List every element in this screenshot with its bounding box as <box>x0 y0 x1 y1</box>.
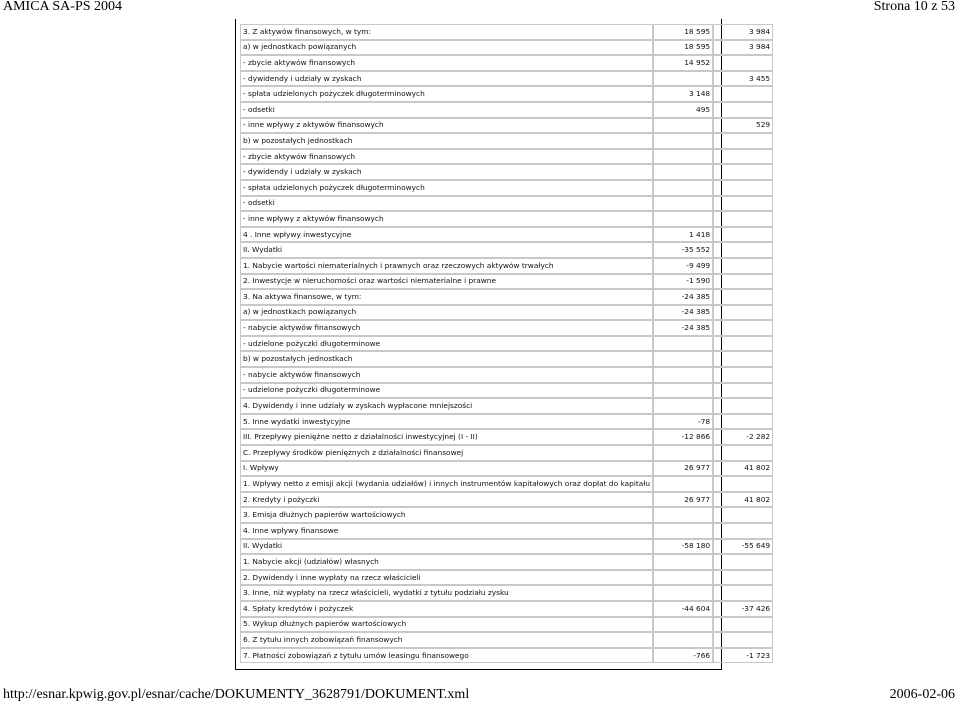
table-row <box>240 648 773 664</box>
table-row <box>240 86 773 102</box>
table-row <box>240 414 773 430</box>
row-value-previous: 41 802 <box>713 461 773 477</box>
row-label: I. Wpływy <box>240 461 653 477</box>
row-label: 6. Z tytułu innych zobowiązań finansowych <box>240 632 653 648</box>
row-value-current: 18 595 <box>653 24 713 40</box>
row-value-previous <box>713 554 773 570</box>
row-value-current: -44 604 <box>653 601 713 617</box>
row-value-current: 26 977 <box>653 461 713 477</box>
table-row <box>240 398 773 414</box>
row-value-previous: -2 282 <box>713 429 773 445</box>
table-row <box>240 492 773 508</box>
row-label: 1. Nabycie akcji (udziałów) własnych <box>240 554 653 570</box>
row-label: 3. Inne, niż wypłaty na rzecz właścicieli, wydatki z tytułu podziału zysku <box>240 585 653 601</box>
table-body <box>240 24 773 663</box>
row-value-previous <box>713 305 773 321</box>
row-value-current <box>653 196 713 212</box>
row-label: II. Wydatki <box>240 539 653 555</box>
row-label: II. Wydatki <box>240 242 653 258</box>
page-counter: Strona 10 z 53 <box>873 0 955 14</box>
table-row <box>240 351 773 367</box>
row-value-previous <box>713 55 773 71</box>
table-row <box>240 632 773 648</box>
row-value-previous <box>713 180 773 196</box>
row-label: - odsetki <box>240 102 653 118</box>
table-row <box>240 476 773 492</box>
row-label: 2. Kredyty i pożyczki <box>240 492 653 508</box>
row-label: - dywidendy i udziały w zyskach <box>240 71 653 87</box>
row-label: - zbycie aktywów finansowych <box>240 55 653 71</box>
table-row <box>240 164 773 180</box>
table-row <box>240 40 773 56</box>
row-value-current <box>653 367 713 383</box>
row-label: C. Przepływy środków pieniężnych z działalności finansowej <box>240 445 653 461</box>
row-value-current: 1 418 <box>653 227 713 243</box>
row-label: 4. Spłaty kredytów i pożyczek <box>240 601 653 617</box>
table-row <box>240 274 773 290</box>
cash-flow-table <box>240 24 773 663</box>
row-value-current <box>653 133 713 149</box>
row-value-previous <box>713 258 773 274</box>
row-value-previous: 3 455 <box>713 71 773 87</box>
row-value-previous: 3 984 <box>713 24 773 40</box>
row-value-previous <box>713 632 773 648</box>
row-value-current <box>653 180 713 196</box>
table-row <box>240 429 773 445</box>
table-row <box>240 227 773 243</box>
row-value-previous <box>713 507 773 523</box>
row-label: 4 . Inne wpływy inwestycyjne <box>240 227 653 243</box>
row-label: 1. Nabycie wartości niematerialnych i prawnych oraz rzeczowych aktywów trwałych <box>240 258 653 274</box>
row-label: 3. Z aktywów finansowych, w tym: <box>240 24 653 40</box>
row-label: b) w pozostałych jednostkach <box>240 351 653 367</box>
row-value-current <box>653 149 713 165</box>
row-value-current <box>653 476 713 492</box>
row-value-previous <box>713 336 773 352</box>
row-label: - dywidendy i udziały w zyskach <box>240 164 653 180</box>
row-label: - nabycie aktywów finansowych <box>240 320 653 336</box>
table-row <box>240 133 773 149</box>
row-value-previous: -55 649 <box>713 539 773 555</box>
row-label: - spłata udzielonych pożyczek długoterminowych <box>240 86 653 102</box>
row-value-previous: 3 984 <box>713 40 773 56</box>
table-row <box>240 211 773 227</box>
row-value-previous <box>713 617 773 633</box>
table-row <box>240 24 773 40</box>
row-value-current: -58 180 <box>653 539 713 555</box>
row-label: 4. Dywidendy i inne udziały w zyskach wypłacone mniejszości <box>240 398 653 414</box>
table-row <box>240 367 773 383</box>
row-value-current <box>653 336 713 352</box>
row-value-previous <box>713 383 773 399</box>
row-value-current <box>653 585 713 601</box>
row-label: 3. Emisja dłużnych papierów wartościowych <box>240 507 653 523</box>
row-value-current: 26 977 <box>653 492 713 508</box>
row-label: a) w jednostkach powiązanych <box>240 305 653 321</box>
table-row <box>240 539 773 555</box>
table-row <box>240 289 773 305</box>
row-value-previous <box>713 133 773 149</box>
row-label: - inne wpływy z aktywów finansowych <box>240 118 653 134</box>
row-value-previous <box>713 398 773 414</box>
row-label: III. Przepływy pieniężne netto z działalności inwestycyjnej (I - II) <box>240 429 653 445</box>
table-row <box>240 305 773 321</box>
row-value-previous <box>713 585 773 601</box>
row-value-previous <box>713 445 773 461</box>
row-value-previous <box>713 242 773 258</box>
document-title: AMICA SA-PS 2004 <box>3 0 123 14</box>
row-label: 1. Wpływy netto z emisji akcji (wydania udziałów) i innych instrumentów kapitałowych oraz dopłat do kapitału <box>240 476 653 492</box>
row-value-previous <box>713 476 773 492</box>
row-label: 7. Płatności zobowiązań z tytułu umów leasingu finansowego <box>240 648 653 664</box>
row-value-current: 14 952 <box>653 55 713 71</box>
row-value-previous <box>713 320 773 336</box>
row-label: - nabycie aktywów finansowych <box>240 367 653 383</box>
table-row <box>240 336 773 352</box>
row-label: - zbycie aktywów finansowych <box>240 149 653 165</box>
table-row <box>240 570 773 586</box>
row-label: 3. Na aktywa finansowe, w tym: <box>240 289 653 305</box>
table-row <box>240 601 773 617</box>
row-value-previous <box>713 211 773 227</box>
row-value-previous <box>713 351 773 367</box>
print-date: 2006-02-06 <box>889 687 955 702</box>
row-label: 4. Inne wpływy finansowe <box>240 523 653 539</box>
table-row <box>240 180 773 196</box>
row-value-current: 3 148 <box>653 86 713 102</box>
row-value-previous: -37 426 <box>713 601 773 617</box>
row-value-current: -766 <box>653 648 713 664</box>
row-label: 5. Inne wydatki inwestycyjne <box>240 414 653 430</box>
row-value-previous <box>713 164 773 180</box>
table-row <box>240 554 773 570</box>
row-value-current: -35 552 <box>653 242 713 258</box>
row-label: - spłata udzielonych pożyczek długoterminowych <box>240 180 653 196</box>
row-value-previous: 41 802 <box>713 492 773 508</box>
table-row <box>240 507 773 523</box>
table-row <box>240 102 773 118</box>
row-value-previous <box>713 102 773 118</box>
row-value-current <box>653 554 713 570</box>
table-row <box>240 242 773 258</box>
row-value-current <box>653 398 713 414</box>
table-row <box>240 383 773 399</box>
table-row <box>240 320 773 336</box>
row-value-current <box>653 507 713 523</box>
table-row <box>240 118 773 134</box>
row-value-current <box>653 118 713 134</box>
row-value-previous <box>713 523 773 539</box>
row-value-current: -78 <box>653 414 713 430</box>
row-label: 5. Wykup dłużnych papierów wartościowych <box>240 617 653 633</box>
table-row <box>240 585 773 601</box>
table-row <box>240 258 773 274</box>
row-value-current <box>653 164 713 180</box>
row-value-current <box>653 71 713 87</box>
row-value-current: -1 590 <box>653 274 713 290</box>
row-value-previous <box>713 414 773 430</box>
table-row <box>240 617 773 633</box>
row-value-current <box>653 383 713 399</box>
source-url[interactable]: http://esnar.kpwig.gov.pl/esnar/cache/DOKUMENTY_3628791/DOKUMENT.xml <box>3 687 470 702</box>
row-value-current: 18 595 <box>653 40 713 56</box>
row-value-previous <box>713 274 773 290</box>
table-row <box>240 523 773 539</box>
row-value-current <box>653 211 713 227</box>
row-value-previous <box>713 289 773 305</box>
row-value-current <box>653 351 713 367</box>
table-row <box>240 196 773 212</box>
table-row <box>240 71 773 87</box>
row-value-current: -12 866 <box>653 429 713 445</box>
row-value-current: -24 385 <box>653 305 713 321</box>
row-value-current <box>653 632 713 648</box>
row-value-previous: -1 723 <box>713 648 773 664</box>
table-row <box>240 445 773 461</box>
row-value-current <box>653 617 713 633</box>
row-value-current <box>653 570 713 586</box>
row-value-previous <box>713 196 773 212</box>
table-row <box>240 149 773 165</box>
row-value-previous <box>713 86 773 102</box>
row-label: - udzielone pożyczki długoterminowe <box>240 383 653 399</box>
row-value-previous: 529 <box>713 118 773 134</box>
row-value-previous <box>713 149 773 165</box>
row-label: b) w pozostałych jednostkach <box>240 133 653 149</box>
row-label: - udzielone pożyczki długoterminowe <box>240 336 653 352</box>
row-label: - odsetki <box>240 196 653 212</box>
row-value-current: 495 <box>653 102 713 118</box>
row-value-current <box>653 523 713 539</box>
row-value-current <box>653 445 713 461</box>
row-value-previous <box>713 570 773 586</box>
row-label: 2. Dywidendy i inne wypłaty na rzecz właścicieli <box>240 570 653 586</box>
row-label: 2. Inwestycje w nieruchomości oraz wartości niematerialne i prawne <box>240 274 653 290</box>
row-value-current: -9 499 <box>653 258 713 274</box>
table-row <box>240 461 773 477</box>
row-label: a) w jednostkach powiązanych <box>240 40 653 56</box>
row-label: - inne wpływy z aktywów finansowych <box>240 211 653 227</box>
row-value-previous <box>713 367 773 383</box>
row-value-current: -24 385 <box>653 320 713 336</box>
row-value-current: -24 385 <box>653 289 713 305</box>
row-value-previous <box>713 227 773 243</box>
table-row <box>240 55 773 71</box>
